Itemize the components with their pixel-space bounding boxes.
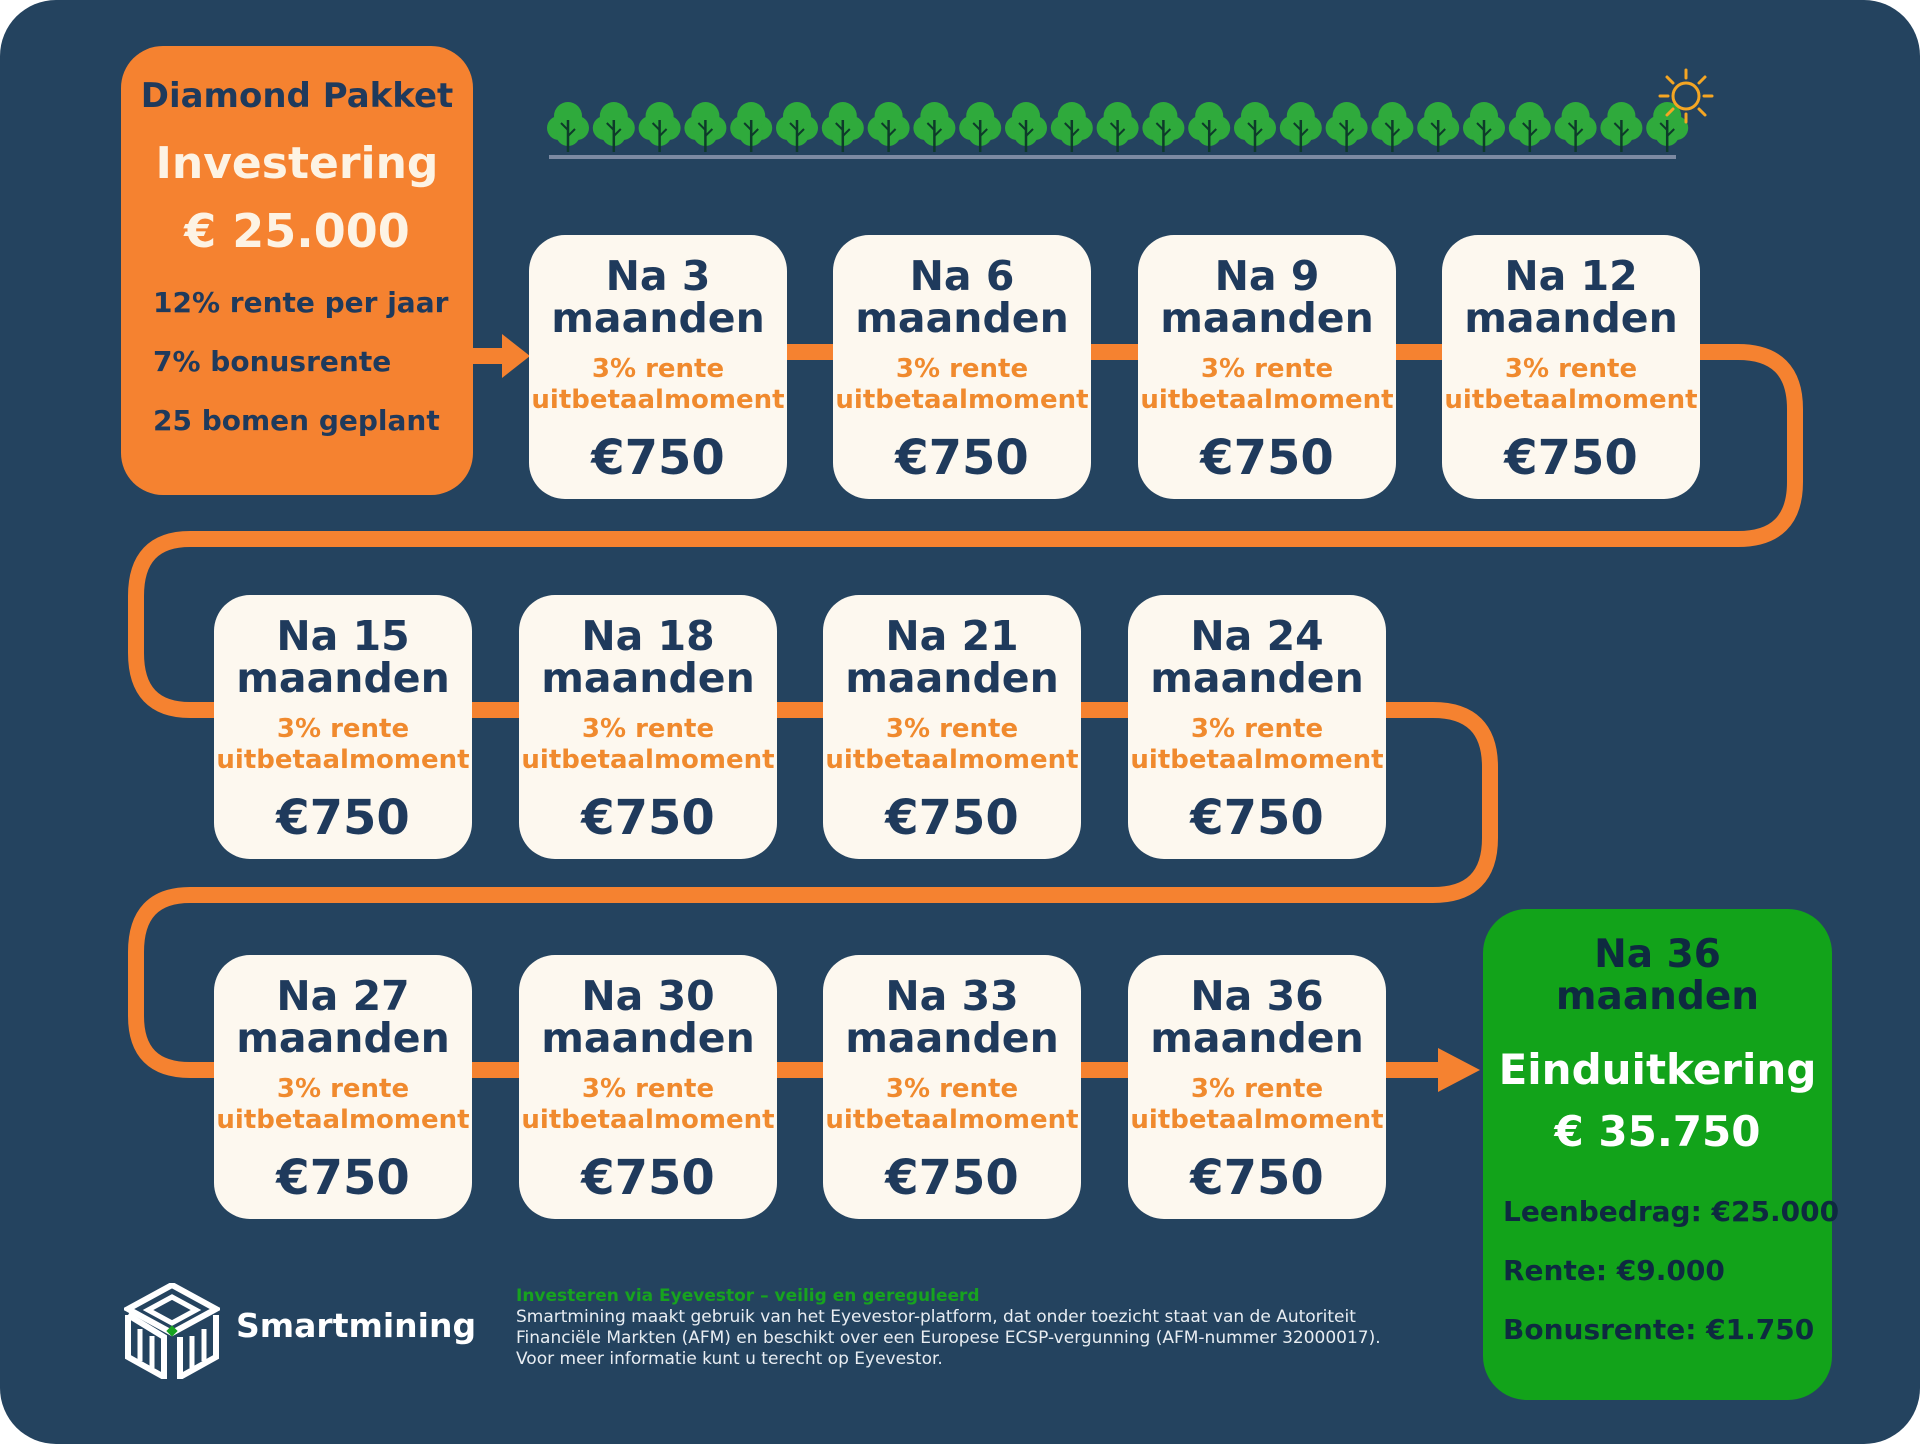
card-period: Na 27 [276, 972, 410, 1020]
tree-icon [1142, 102, 1184, 152]
card-amount: €750 [1190, 790, 1324, 846]
card-period: Na 3 [605, 252, 711, 300]
card-rate: 3% rente [895, 354, 1029, 384]
card-moment: uitbetaalmoment [216, 1105, 470, 1135]
card-period-unit: maanden [541, 654, 755, 702]
final-payout-box [1483, 909, 1840, 1400]
tree-icon [1005, 102, 1047, 152]
card-period-unit: maanden [1160, 294, 1374, 342]
payment-card [1128, 955, 1386, 1219]
tree-icon [1188, 102, 1230, 152]
card-moment: uitbetaalmoment [835, 385, 1089, 415]
card-period: Na 9 [1214, 252, 1320, 300]
card-rate: 3% rente [1190, 714, 1324, 744]
card-moment: uitbetaalmoment [216, 745, 470, 775]
card-period: Na 21 [885, 612, 1019, 660]
tree-icon [1371, 102, 1413, 152]
feature-bonus: 7% bonusrente [153, 345, 392, 378]
payment-card [214, 955, 472, 1219]
card-moment: uitbetaalmoment [531, 385, 785, 415]
tree-icon [1280, 102, 1322, 152]
card-period: Na 30 [581, 972, 715, 1020]
payment-card [529, 235, 787, 499]
investment-label: Investering [155, 138, 439, 189]
fact-bonus: Bonusrente: €1.750 [1503, 1313, 1815, 1346]
card-period-unit: maanden [1150, 1014, 1364, 1062]
card-amount: €750 [895, 430, 1029, 486]
disclaimer-line: Voor meer informatie kunt u terecht op Eyevestor. [516, 1349, 943, 1369]
card-rate: 3% rente [1200, 354, 1334, 384]
card-moment: uitbetaalmoment [1130, 1105, 1384, 1135]
card-amount: €750 [885, 1150, 1019, 1206]
card-rate: 3% rente [591, 354, 725, 384]
card-amount: €750 [581, 790, 715, 846]
card-moment: uitbetaalmoment [1140, 385, 1394, 415]
card-amount: €750 [276, 790, 410, 846]
card-moment: uitbetaalmoment [825, 745, 1079, 775]
arrow-head-icon [1438, 1048, 1480, 1092]
tree-icon [868, 102, 910, 152]
brand-name: Smartmining [236, 1306, 477, 1345]
package-name: Diamond Pakket [140, 76, 454, 116]
fact-interest: Rente: €9.000 [1503, 1254, 1725, 1287]
card-moment: uitbetaalmoment [1130, 745, 1384, 775]
card-period: Na 12 [1504, 252, 1638, 300]
tree-icon [776, 102, 818, 152]
card-period-unit: maanden [1150, 654, 1364, 702]
payment-card [1128, 595, 1386, 859]
fact-loan: Leenbedrag: €25.000 [1503, 1195, 1840, 1228]
payment-card [823, 955, 1081, 1219]
card-moment: uitbetaalmoment [1444, 385, 1698, 415]
payment-card [1138, 235, 1396, 499]
tree-icon [684, 102, 726, 152]
card-rate: 3% rente [581, 1074, 715, 1104]
card-period-unit: maanden [845, 654, 1059, 702]
payment-card [214, 595, 472, 859]
payment-card [519, 595, 777, 859]
card-rate: 3% rente [885, 1074, 1019, 1104]
smartmining-logo [124, 1283, 220, 1379]
feature-interest: 12% rente per jaar [153, 286, 449, 319]
card-period-unit: maanden [236, 654, 450, 702]
payment-card [1442, 235, 1700, 499]
final-payout-label: Einduitkering [1498, 1045, 1817, 1094]
disclaimer [516, 1286, 1416, 1370]
card-rate: 3% rente [1504, 354, 1638, 384]
card-amount: €750 [1190, 1150, 1324, 1206]
tree-icon [1326, 102, 1368, 152]
tree-icon [1509, 102, 1551, 152]
card-rate: 3% rente [581, 714, 715, 744]
card-period: Na 6 [909, 252, 1015, 300]
tree-icon [1051, 102, 1093, 152]
tree-icon [730, 102, 772, 152]
disclaimer-line: Financiële Markten (AFM) en beschikt over een Europese ECSP-vergunning (AFM-nummer 32000017). [516, 1328, 1381, 1348]
tree-row [547, 102, 1688, 152]
card-period-unit: maanden [855, 294, 1069, 342]
investment-box [121, 46, 473, 495]
final-period-line2: maanden [1555, 974, 1760, 1019]
sun-icon [1660, 70, 1712, 122]
payment-card [823, 595, 1081, 859]
disclaimer-heading: Investeren via Eyevestor – veilig en gereguleerd [516, 1286, 980, 1306]
tree-icon [1555, 102, 1597, 152]
card-period: Na 33 [885, 972, 1019, 1020]
card-period-unit: maanden [236, 1014, 450, 1062]
final-payout-amount: € 35.750 [1554, 1107, 1761, 1156]
card-amount: €750 [1200, 430, 1334, 486]
card-rate: 3% rente [276, 1074, 410, 1104]
card-amount: €750 [1504, 430, 1638, 486]
tree-icon [1463, 102, 1505, 152]
card-period: Na 15 [276, 612, 410, 660]
final-period-line1: Na 36 [1594, 932, 1721, 977]
card-rate: 3% rente [885, 714, 1019, 744]
card-period-unit: maanden [551, 294, 765, 342]
tree-icon [913, 102, 955, 152]
tree-icon [593, 102, 635, 152]
tree-icon [1417, 102, 1459, 152]
tree-icon [1600, 102, 1642, 152]
card-period-unit: maanden [845, 1014, 1059, 1062]
card-period: Na 36 [1190, 972, 1324, 1020]
tree-icon [959, 102, 1001, 152]
card-moment: uitbetaalmoment [521, 1105, 775, 1135]
card-rate: 3% rente [1190, 1074, 1324, 1104]
investment-amount: € 25.000 [184, 204, 410, 258]
feature-trees: 25 bomen geplant [153, 404, 440, 437]
card-moment: uitbetaalmoment [521, 745, 775, 775]
card-moment: uitbetaalmoment [825, 1105, 1079, 1135]
card-period-unit: maanden [1464, 294, 1678, 342]
arrow-head-icon [502, 334, 530, 378]
card-period-unit: maanden [541, 1014, 755, 1062]
card-amount: €750 [276, 1150, 410, 1206]
disclaimer-line: Smartmining maakt gebruik van het Eyevestor-platform, dat onder toezicht staat van de Autoriteit [516, 1307, 1356, 1327]
card-amount: €750 [591, 430, 725, 486]
card-amount: €750 [581, 1150, 715, 1206]
payment-card [519, 955, 777, 1219]
tree-icon [822, 102, 864, 152]
card-period: Na 24 [1190, 612, 1324, 660]
tree-icon [639, 102, 681, 152]
tree-icon [1234, 102, 1276, 152]
tree-icon [1097, 102, 1139, 152]
tree-icon [547, 102, 589, 152]
payment-card [833, 235, 1091, 499]
card-amount: €750 [885, 790, 1019, 846]
card-period: Na 18 [581, 612, 715, 660]
card-rate: 3% rente [276, 714, 410, 744]
